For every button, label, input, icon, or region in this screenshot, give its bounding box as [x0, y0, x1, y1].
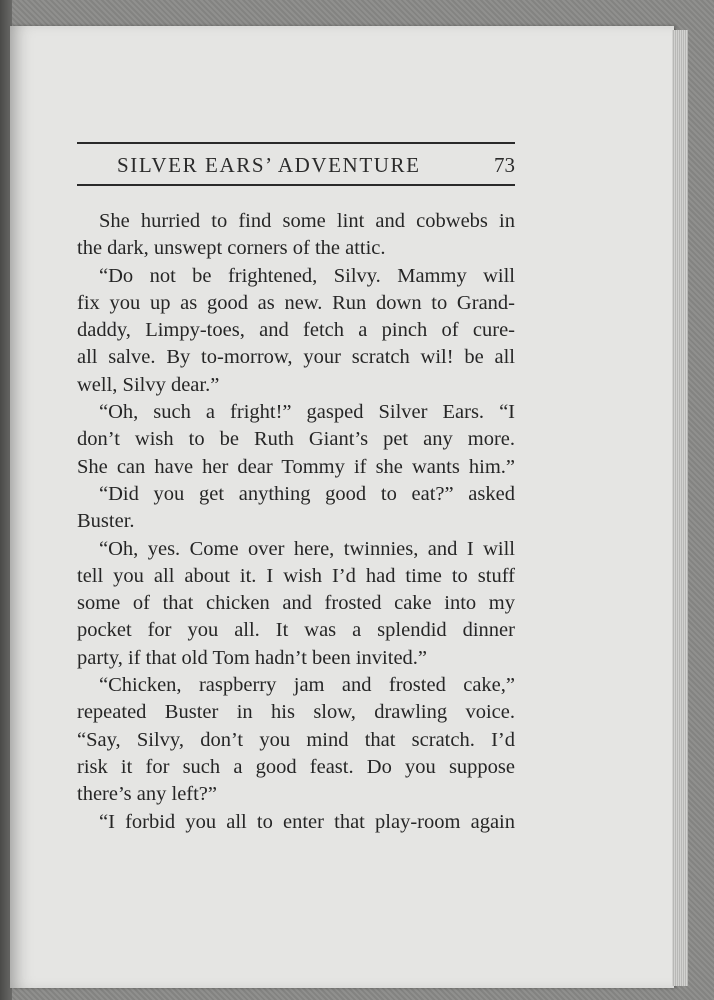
text-line: risk it for such a good feast. Do you suppose	[77, 755, 515, 778]
text-line: “I forbid you all to enter that play-room again	[99, 810, 515, 833]
running-head	[77, 150, 515, 180]
text-line: “Oh, yes. Come over here, twinnies, and I will	[99, 537, 515, 560]
text-line: well, Silvy dear.”	[77, 373, 220, 396]
body-text	[77, 208, 515, 836]
text-line: “Chicken, raspberry jam and frosted cake,”	[99, 674, 515, 697]
text-line: daddy, Limpy-toes, and fetch a pinch of cure-	[77, 319, 515, 342]
text-line: pocket for you all. It was a splendid dinner	[77, 619, 515, 642]
text-line: all salve. By to-morrow, your scratch wil! be all	[77, 346, 515, 369]
text-line: the dark, unswept corners of the attic.	[77, 237, 386, 260]
text-line: there’s any left?”	[77, 783, 218, 806]
running-title: SILVER EARS’ ADVENTURE	[117, 153, 421, 177]
text-line: some of that chicken and frosted cake into my	[77, 592, 515, 615]
text-line: “Do not be frightened, Silvy. Mammy will	[99, 264, 515, 287]
text-line: party, if that old Tom hadn’t been invited.”	[77, 646, 428, 669]
text-line: tell you all about it. I wish I’d had time to stuff	[77, 564, 515, 587]
text-line: “Did you get anything good to eat?” asked	[99, 482, 515, 505]
text-line: She can have her dear Tommy if she wants him.”	[77, 455, 515, 478]
text-line: Buster.	[77, 510, 135, 533]
text-line: She hurried to find some lint and cobwebs in	[99, 210, 515, 232]
text-line: fix you up as good as new. Run down to Grand-	[77, 291, 515, 314]
header-rule-bottom	[77, 184, 515, 186]
page-fore-edge	[672, 30, 688, 986]
text-line: don’t wish to be Ruth Giant’s pet any more.	[77, 428, 515, 451]
text-line: repeated Buster in his slow, drawling voice.	[77, 701, 515, 724]
text-line: “Say, Silvy, don’t you mind that scratch. I’d	[77, 728, 515, 751]
header-rule-top	[77, 142, 515, 144]
text-line: “Oh, such a fright!” gasped Silver Ears. “I	[99, 401, 515, 424]
page-number: 73	[494, 153, 515, 177]
